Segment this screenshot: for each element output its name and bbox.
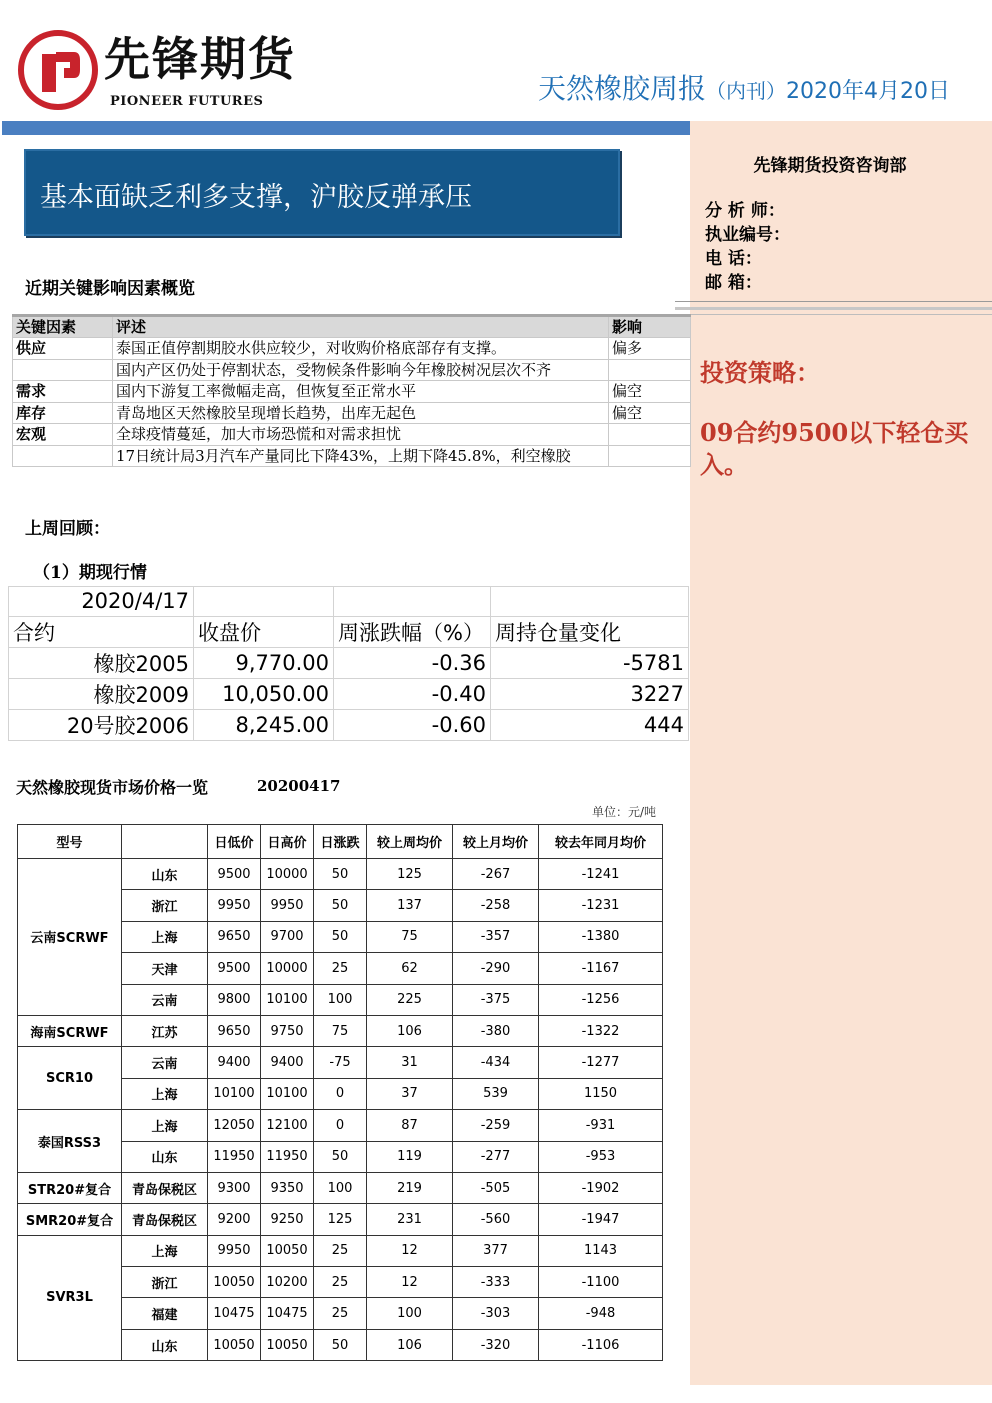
vs-last-week-cell: 119 — [367, 1141, 453, 1172]
region-cell: 福建 — [122, 1298, 208, 1329]
analyst-label: 分 析 师： — [705, 201, 785, 221]
table-row — [13, 445, 691, 467]
daily-change-cell: 50 — [314, 859, 367, 890]
oi-change-cell: -5781 — [491, 647, 689, 678]
header-cell: 收盘价 — [194, 616, 334, 647]
vs-last-week-cell: 106 — [367, 1329, 453, 1360]
vs-last-month-cell: 377 — [453, 1235, 539, 1266]
comment-cell: 国内产区仍处于停割状态，受物候条件影响今年橡胶树况层次不齐 — [113, 359, 609, 381]
factor-cell: 库存 — [13, 402, 113, 424]
vs-last-year-cell: -1902 — [539, 1172, 663, 1203]
sidebar — [690, 121, 992, 1385]
impact-cell — [609, 445, 691, 467]
high-price-cell: 10100 — [261, 1078, 314, 1109]
contract-cell: 橡胶2009 — [9, 678, 194, 709]
table-row — [13, 402, 691, 424]
vs-last-month-cell: -375 — [453, 984, 539, 1015]
comment-cell: 国内下游复工率微幅走高，但恢复至正常水平 — [113, 381, 609, 403]
vs-last-week-cell: 12 — [367, 1235, 453, 1266]
change-cell: -0.40 — [334, 678, 491, 709]
region-cell: 上海 — [122, 1235, 208, 1266]
vs-last-week-cell: 137 — [367, 890, 453, 921]
vs-last-week-cell: 219 — [367, 1172, 453, 1203]
table-row — [9, 647, 689, 678]
table-row — [18, 1047, 663, 1078]
vs-last-month-cell: -380 — [453, 1015, 539, 1046]
header-cell: 日低价 — [208, 825, 261, 859]
region-cell: 云南 — [122, 1047, 208, 1078]
table-header-row — [13, 316, 691, 338]
daily-change-cell: 50 — [314, 1141, 367, 1172]
high-price-cell: 10000 — [261, 953, 314, 984]
vs-last-year-cell: -1106 — [539, 1329, 663, 1360]
table-row — [18, 1110, 663, 1141]
vs-last-week-cell: 125 — [367, 859, 453, 890]
oi-change-cell: 444 — [491, 709, 689, 740]
table-row — [18, 1172, 663, 1203]
high-price-cell: 11950 — [261, 1141, 314, 1172]
divider — [675, 301, 992, 302]
company-name-en: PIONEER FUTURES — [110, 94, 264, 109]
header-bar — [2, 121, 690, 135]
high-price-cell: 9700 — [261, 921, 314, 952]
headline-banner — [24, 149, 620, 236]
low-price-cell: 9200 — [208, 1204, 261, 1235]
daily-change-cell: -75 — [314, 1047, 367, 1078]
daily-change-cell: 75 — [314, 1015, 367, 1046]
change-cell: -0.36 — [334, 647, 491, 678]
vs-last-week-cell: 75 — [367, 921, 453, 952]
high-price-cell: 12100 — [261, 1110, 314, 1141]
region-cell: 青岛保税区 — [122, 1172, 208, 1203]
daily-change-cell: 25 — [314, 1267, 367, 1298]
vs-last-year-cell: -1947 — [539, 1204, 663, 1235]
header-cell: 日涨跌 — [314, 825, 367, 859]
license-label: 执业编号： — [705, 225, 790, 245]
table-row — [13, 338, 691, 360]
comment-cell: 全球疫情蔓延，加大市场恐慌和对需求担忧 — [113, 424, 609, 446]
vs-last-year-cell: -1256 — [539, 984, 663, 1015]
high-price-cell: 9250 — [261, 1204, 314, 1235]
header-cell: 影响 — [609, 316, 691, 338]
spot-table-body — [18, 859, 663, 1361]
region-cell: 江苏 — [122, 1015, 208, 1046]
model-cell: 泰国RSS3 — [18, 1110, 122, 1173]
empty-cell — [194, 587, 334, 617]
model-cell: STR20#复合 — [18, 1172, 122, 1203]
daily-change-cell: 50 — [314, 1329, 367, 1360]
region-cell: 浙江 — [122, 890, 208, 921]
low-price-cell: 10050 — [208, 1267, 261, 1298]
low-price-cell: 9500 — [208, 953, 261, 984]
vs-last-week-cell: 62 — [367, 953, 453, 984]
vs-last-week-cell: 37 — [367, 1078, 453, 1109]
factor-cell — [13, 359, 113, 381]
vs-last-year-cell: -1322 — [539, 1015, 663, 1046]
model-cell: SCR10 — [18, 1047, 122, 1110]
oi-change-cell: 3227 — [491, 678, 689, 709]
comment-cell: 17日统计局3月汽车产量同比下降43%，上期下降45.8%，利空橡胶 — [113, 445, 609, 467]
headline-text: 基本面缺乏利多支撑，沪胶反弹承压 — [40, 182, 472, 213]
impact-cell — [609, 424, 691, 446]
spot-price-table — [17, 824, 663, 1361]
low-price-cell: 9400 — [208, 1047, 261, 1078]
region-cell: 云南 — [122, 984, 208, 1015]
impact-cell: 偏空 — [609, 402, 691, 424]
vs-last-month-cell: -259 — [453, 1110, 539, 1141]
low-price-cell: 9950 — [208, 890, 261, 921]
vs-last-week-cell: 12 — [367, 1267, 453, 1298]
high-price-cell: 9750 — [261, 1015, 314, 1046]
vs-last-year-cell: 1143 — [539, 1235, 663, 1266]
header-cell: 周涨跌幅（%） — [334, 616, 491, 647]
impact-cell — [609, 359, 691, 381]
vs-last-month-cell: -333 — [453, 1267, 539, 1298]
daily-change-cell: 25 — [314, 1235, 367, 1266]
contact-info — [705, 199, 790, 295]
futures-table — [8, 586, 689, 741]
vs-last-month-cell: -303 — [453, 1298, 539, 1329]
region-cell: 山东 — [122, 1329, 208, 1360]
table-row — [18, 1204, 663, 1235]
high-price-cell: 9350 — [261, 1172, 314, 1203]
contract-cell: 橡胶2005 — [9, 647, 194, 678]
low-price-cell: 11950 — [208, 1141, 261, 1172]
vs-last-year-cell: -1167 — [539, 953, 663, 984]
vs-last-year-cell: -953 — [539, 1141, 663, 1172]
vs-last-month-cell: -290 — [453, 953, 539, 984]
vs-last-year-cell: -1380 — [539, 921, 663, 952]
report-name: 天然橡胶周报 — [538, 72, 707, 105]
impact-cell: 偏空 — [609, 381, 691, 403]
strategy-text: 09合约9500以下轻仓买入。 — [700, 418, 969, 479]
close-price-cell: 8,245.00 — [194, 709, 334, 740]
report-title — [538, 70, 950, 112]
spot-table-date: 20200417 — [257, 777, 341, 795]
low-price-cell: 9500 — [208, 859, 261, 890]
region-cell: 山东 — [122, 859, 208, 890]
key-factors-title: 近期关键影响因素概览 — [25, 279, 195, 299]
region-cell: 山东 — [122, 1141, 208, 1172]
model-cell: 海南SCRWF — [18, 1015, 122, 1046]
daily-change-cell: 125 — [314, 1204, 367, 1235]
high-price-cell: 9950 — [261, 890, 314, 921]
vs-last-year-cell: -1231 — [539, 890, 663, 921]
impact-cell: 偏多 — [609, 338, 691, 360]
vs-last-week-cell: 225 — [367, 984, 453, 1015]
low-price-cell: 9300 — [208, 1172, 261, 1203]
vs-last-year-cell: -1100 — [539, 1267, 663, 1298]
last-week-title: 上周回顾： — [25, 519, 110, 539]
factor-cell — [13, 445, 113, 467]
vs-last-month-cell: -258 — [453, 890, 539, 921]
vs-last-week-cell: 87 — [367, 1110, 453, 1141]
low-price-cell: 10050 — [208, 1329, 261, 1360]
high-price-cell: 10100 — [261, 984, 314, 1015]
strategy-heading: 投资策略： — [700, 358, 820, 387]
low-price-cell: 9650 — [208, 1015, 261, 1046]
close-price-cell: 9,770.00 — [194, 647, 334, 678]
table-row — [13, 381, 691, 403]
contract-cell: 20号胶2006 — [9, 709, 194, 740]
vs-last-month-cell: 539 — [453, 1078, 539, 1109]
table-row — [9, 678, 689, 709]
daily-change-cell: 100 — [314, 984, 367, 1015]
model-cell: SMR20#复合 — [18, 1204, 122, 1235]
daily-change-cell: 0 — [314, 1110, 367, 1141]
region-cell: 上海 — [122, 921, 208, 952]
header-cell — [122, 825, 208, 859]
vs-last-week-cell: 106 — [367, 1015, 453, 1046]
region-cell: 青岛保税区 — [122, 1204, 208, 1235]
daily-change-cell: 25 — [314, 1298, 367, 1329]
company-logo-icon — [18, 30, 98, 110]
low-price-cell: 12050 — [208, 1110, 261, 1141]
low-price-cell: 10475 — [208, 1298, 261, 1329]
table-row — [18, 1235, 663, 1266]
daily-change-cell: 0 — [314, 1078, 367, 1109]
factor-cell: 需求 — [13, 381, 113, 403]
date-cell: 2020/4/17 — [9, 587, 194, 617]
high-price-cell: 10200 — [261, 1267, 314, 1298]
empty-cell — [491, 587, 689, 617]
daily-change-cell: 25 — [314, 953, 367, 984]
low-price-cell: 10100 — [208, 1078, 261, 1109]
vs-last-month-cell: -357 — [453, 921, 539, 952]
vs-last-month-cell: -320 — [453, 1329, 539, 1360]
vs-last-month-cell: -560 — [453, 1204, 539, 1235]
factor-cell: 宏观 — [13, 424, 113, 446]
key-factors-table — [12, 314, 691, 467]
model-cell: SVR3L — [18, 1235, 122, 1361]
phone-label: 电 话： — [705, 249, 762, 269]
high-price-cell: 10000 — [261, 859, 314, 890]
low-price-cell: 9800 — [208, 984, 261, 1015]
table-header-row — [9, 616, 689, 647]
vs-last-year-cell: 1150 — [539, 1078, 663, 1109]
vs-last-year-cell: -1241 — [539, 859, 663, 890]
vs-last-month-cell: -277 — [453, 1141, 539, 1172]
vs-last-year-cell: -931 — [539, 1110, 663, 1141]
unit-label: 单位：元/吨 — [592, 805, 657, 819]
change-cell: -0.60 — [334, 709, 491, 740]
vs-last-week-cell: 100 — [367, 1298, 453, 1329]
header-cell: 关键因素 — [13, 316, 113, 338]
vs-last-month-cell: -505 — [453, 1172, 539, 1203]
header-cell: 较上周均价 — [367, 825, 453, 859]
table-row — [18, 1015, 663, 1046]
report-edition: （内刊） — [706, 79, 787, 103]
daily-change-cell: 50 — [314, 890, 367, 921]
table-row — [13, 359, 691, 381]
high-price-cell: 10050 — [261, 1329, 314, 1360]
vs-last-year-cell: -1277 — [539, 1047, 663, 1078]
comment-cell: 青岛地区天然橡胶呈现增长趋势，出库无起色 — [113, 402, 609, 424]
table-row — [9, 709, 689, 740]
low-price-cell: 9950 — [208, 1235, 261, 1266]
vs-last-year-cell: -948 — [539, 1298, 663, 1329]
email-label: 邮 箱： — [705, 273, 762, 293]
daily-change-cell: 50 — [314, 921, 367, 952]
high-price-cell: 10050 — [261, 1235, 314, 1266]
region-cell: 上海 — [122, 1110, 208, 1141]
table-row — [18, 859, 663, 890]
vs-last-week-cell: 231 — [367, 1204, 453, 1235]
department-name: 先锋期货投资咨询部 — [753, 156, 907, 176]
spot-table-title: 天然橡胶现货市场价格一览 — [16, 778, 209, 797]
header-cell: 日高价 — [261, 825, 314, 859]
futures-spot-title: （1）期现行情 — [33, 563, 147, 583]
daily-change-cell: 100 — [314, 1172, 367, 1203]
empty-cell — [334, 587, 491, 617]
comment-cell: 泰国正值停割期胶水供应较少，对收购价格底部存有支撑。 — [113, 338, 609, 360]
header-cell: 较上月均价 — [453, 825, 539, 859]
vs-last-week-cell: 31 — [367, 1047, 453, 1078]
table-header-row — [18, 825, 663, 859]
region-cell: 浙江 — [122, 1267, 208, 1298]
high-price-cell: 10475 — [261, 1298, 314, 1329]
vs-last-month-cell: -267 — [453, 859, 539, 890]
table-row — [13, 424, 691, 446]
divider — [675, 314, 992, 315]
table-row — [9, 587, 689, 617]
low-price-cell: 9650 — [208, 921, 261, 952]
header-cell: 较去年同月均价 — [539, 825, 663, 859]
region-cell: 上海 — [122, 1078, 208, 1109]
company-name-cn: 先锋期货 — [104, 32, 296, 86]
model-cell: 云南SCRWF — [18, 859, 122, 1016]
factor-cell: 供应 — [13, 338, 113, 360]
divider — [675, 307, 992, 310]
header-cell: 评述 — [113, 316, 609, 338]
report-date: 2020年4月20日 — [786, 79, 950, 104]
header-cell: 合约 — [9, 616, 194, 647]
vs-last-month-cell: -434 — [453, 1047, 539, 1078]
header-cell: 周持仓量变化 — [491, 616, 689, 647]
close-price-cell: 10,050.00 — [194, 678, 334, 709]
high-price-cell: 9400 — [261, 1047, 314, 1078]
region-cell: 天津 — [122, 953, 208, 984]
header-cell: 型号 — [18, 825, 122, 859]
